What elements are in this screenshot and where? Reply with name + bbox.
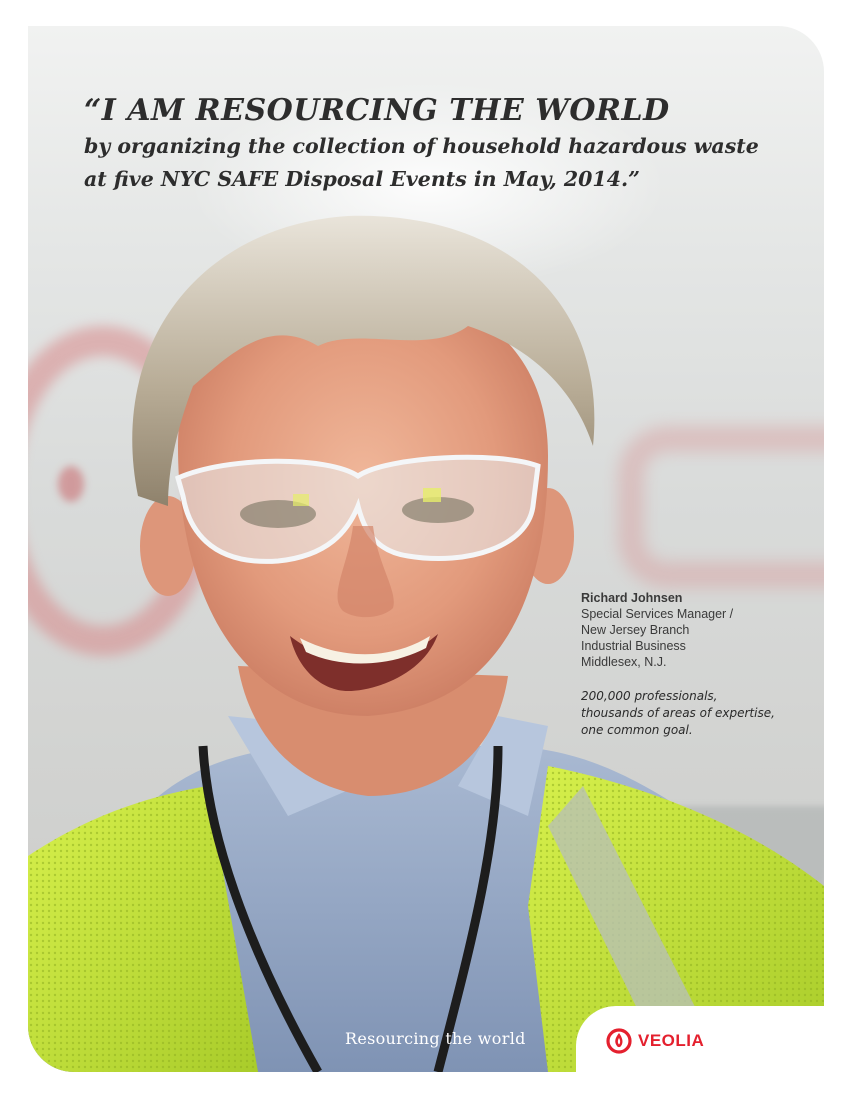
person-location: Middlesex, N.J. <box>581 655 667 669</box>
tagline <box>581 688 821 739</box>
headline-line-1: “I AM RESOURCING THE WORLD <box>84 93 670 128</box>
headline-line-3: at five NYC SAFE Disposal Events in May, 2014.” <box>84 167 640 191</box>
headline-line-2: by organizing the collection of household hazardous waste <box>84 134 759 158</box>
tagline-line-2: thousands of areas of expertise, <box>581 706 775 720</box>
headline-quote <box>84 92 804 196</box>
person-name: Richard Johnsen <box>581 591 683 605</box>
tagline-line-3: one common goal. <box>581 723 693 737</box>
person-credit <box>581 590 821 670</box>
veolia-wordmark: VEOLIA <box>638 1031 705 1050</box>
footer-slogan: Resourcing the world <box>345 1029 526 1048</box>
logo-panel <box>576 1006 824 1072</box>
veolia-logo <box>606 1028 704 1054</box>
tagline-line-1: 200,000 professionals, <box>581 689 718 703</box>
person-title-line-3: Industrial Business <box>581 639 686 653</box>
person-title-line-1: Special Services Manager / <box>581 607 734 621</box>
veolia-flame-icon <box>606 1028 632 1054</box>
poster <box>28 26 824 1072</box>
person-title-line-2: New Jersey Branch <box>581 623 690 637</box>
